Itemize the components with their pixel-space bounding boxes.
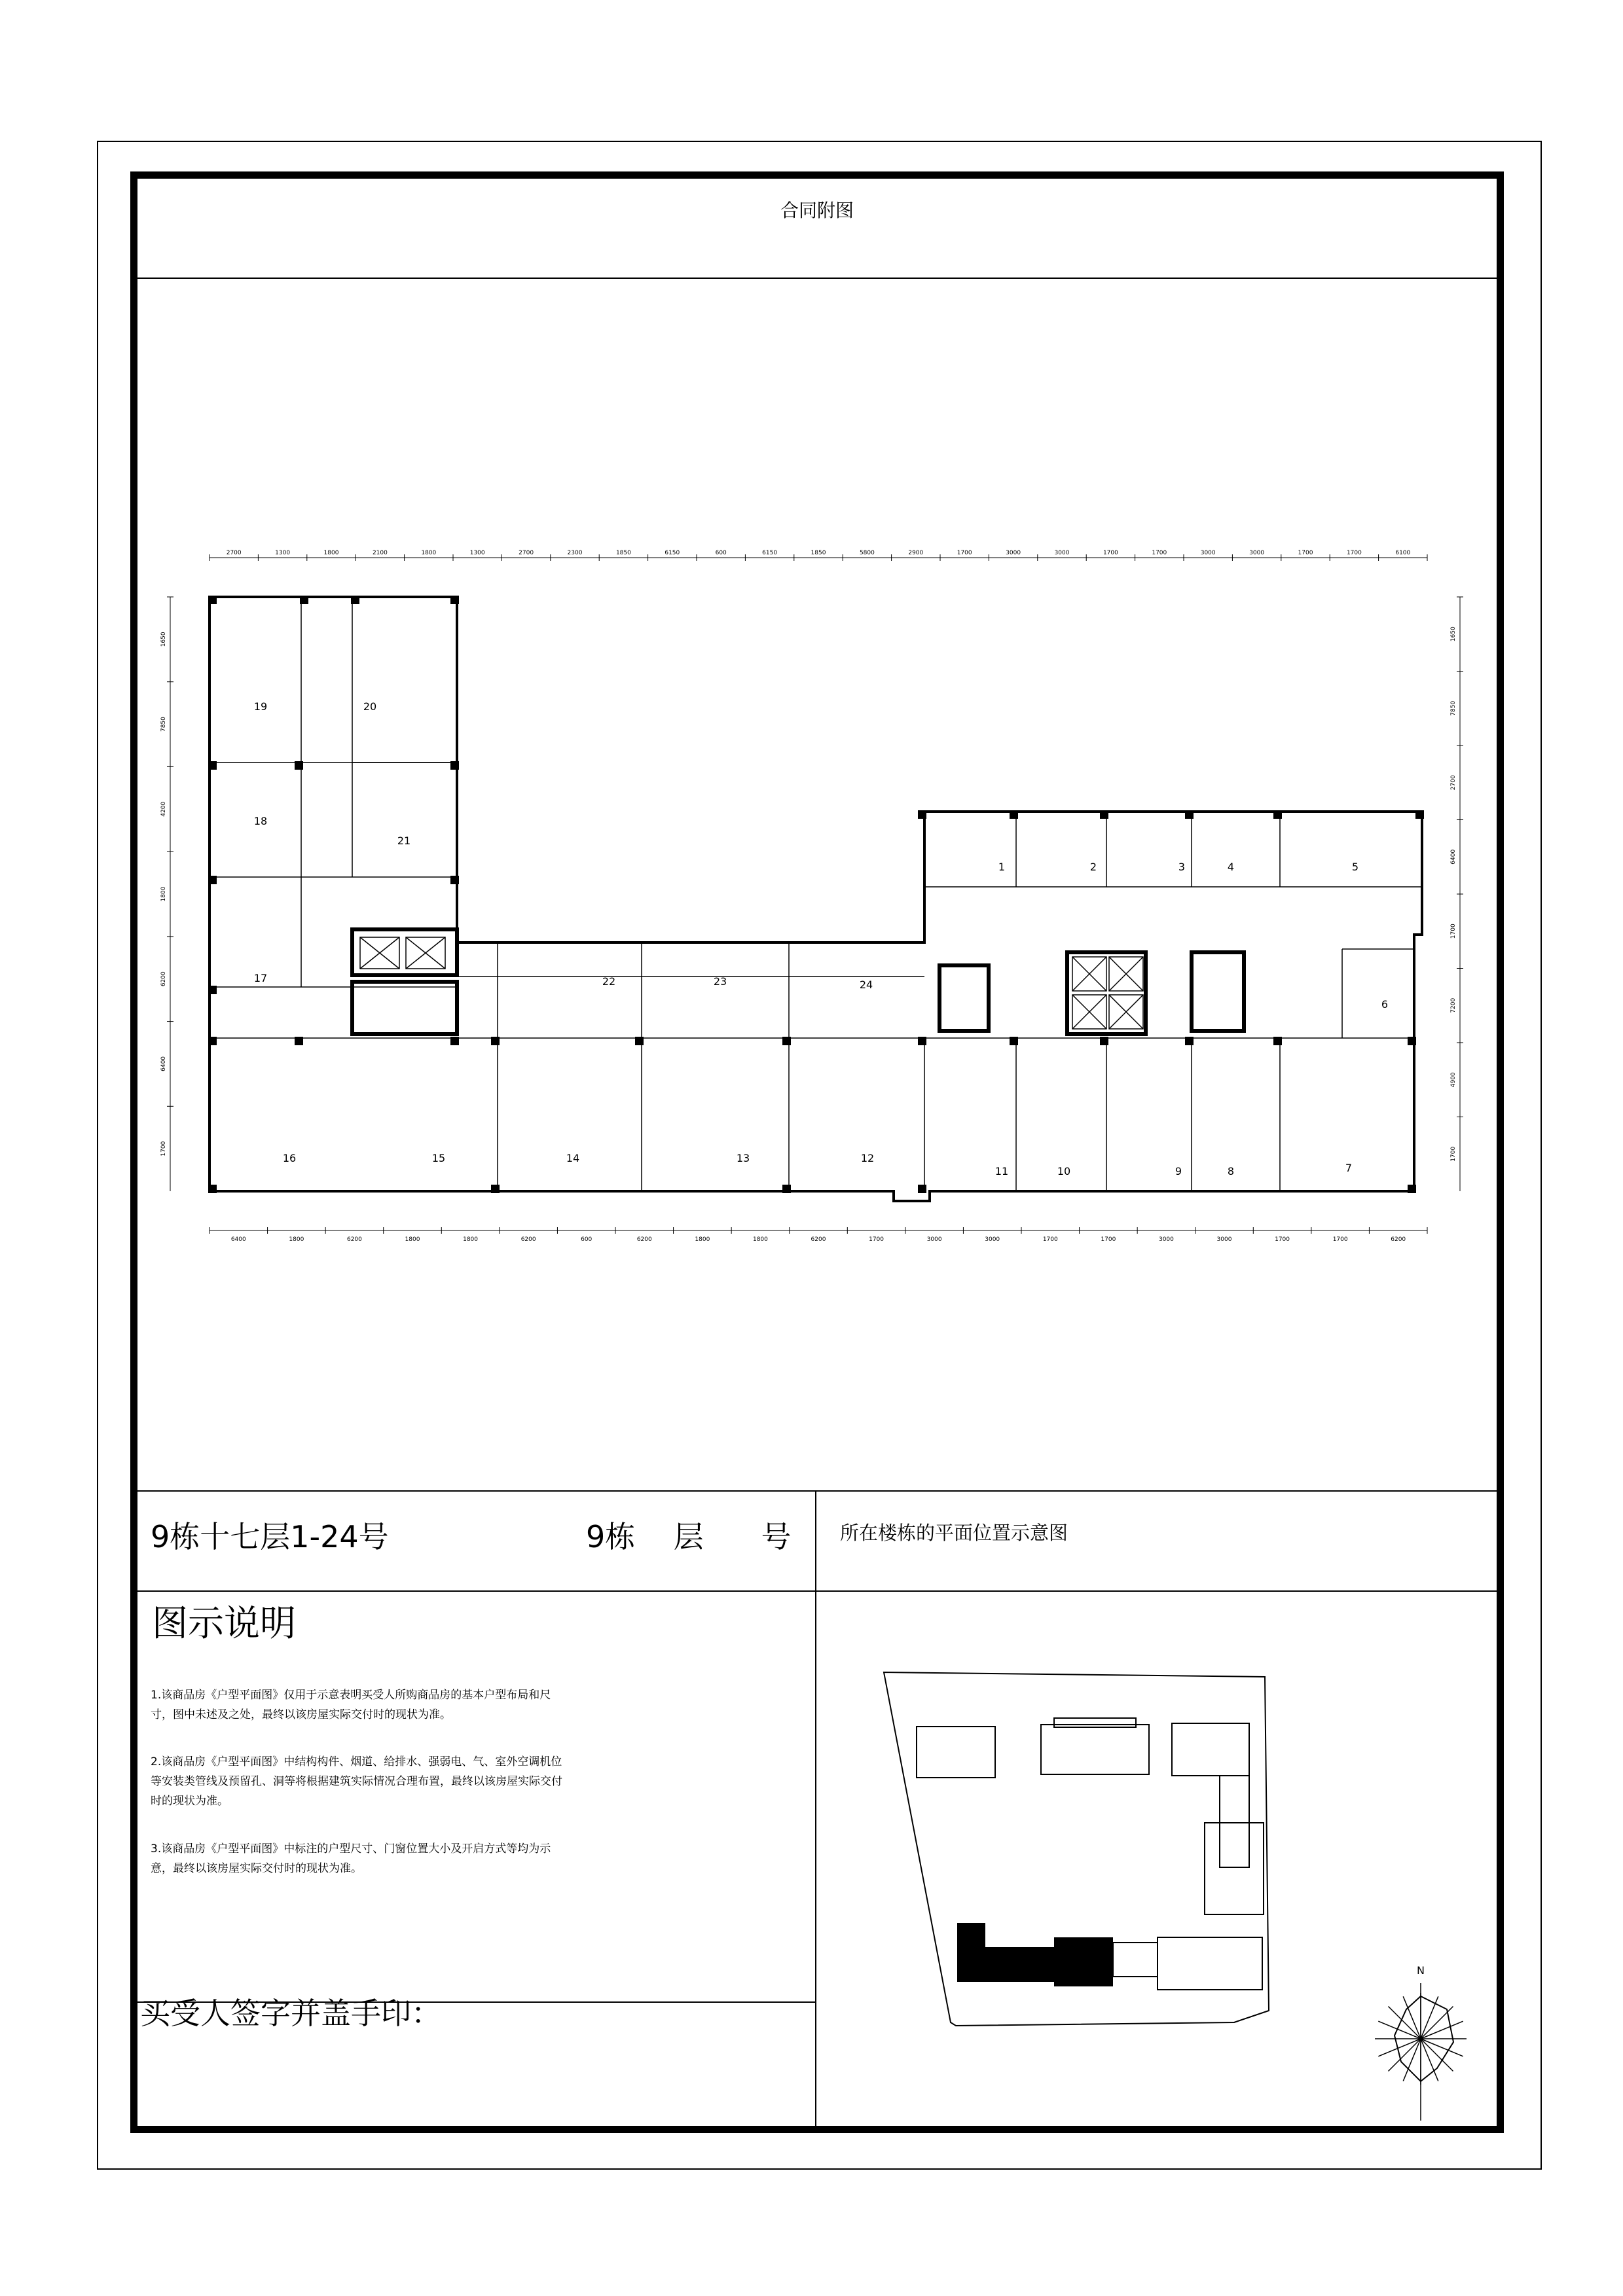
dimension-label: 1800: [405, 1236, 420, 1243]
dimension-label: 6150: [665, 550, 680, 556]
dimension-label: 3000: [926, 1236, 942, 1243]
room-number: 18: [253, 815, 268, 827]
dimension-label: 1800: [695, 1236, 710, 1243]
dimension-label: 1700: [1042, 1236, 1058, 1243]
dimension-label: 1700: [1101, 1236, 1116, 1243]
dimension-label: 3000: [1200, 550, 1216, 556]
dimension-label: 1650: [1450, 626, 1457, 642]
dimension-label: 1800: [421, 550, 437, 556]
unit-label: 9栋十七层1-24号: [151, 1519, 389, 1554]
room-number: 2: [1089, 861, 1097, 873]
info-top-divider: [137, 1490, 1497, 1492]
dimension-label: 4900: [1450, 1072, 1457, 1088]
dimension-label: 1700: [1275, 1236, 1290, 1243]
dimension-label: 3000: [1006, 550, 1021, 556]
core-block: [1192, 952, 1244, 1031]
room-number: 16: [282, 1152, 297, 1164]
room-number: 11: [994, 1165, 1009, 1177]
room-number: 19: [253, 700, 268, 713]
header-divider: [137, 278, 1497, 279]
dimension-label: 6400: [160, 1056, 167, 1071]
dimension-label: 1700: [869, 1236, 884, 1243]
dimension-label: 2100: [372, 550, 388, 556]
site-position-title: 所在楼栋的平面位置示意图: [840, 1522, 1068, 1544]
dimension-label: 6200: [811, 1236, 826, 1243]
room-number: 7: [1345, 1162, 1353, 1174]
unit-blank-label: 9栋 层 号: [586, 1519, 792, 1554]
dimension-label: 1700: [1332, 1236, 1348, 1243]
dimension-label: 3000: [985, 1236, 1000, 1243]
core-block: [939, 965, 989, 1031]
legend-title: 图示说明: [152, 1602, 297, 1644]
signature-label: 买受人签字并盖手印：: [140, 1996, 441, 2031]
site-building: [1220, 1776, 1249, 1867]
room-number: 21: [397, 834, 411, 847]
dimension-label: 600: [581, 1236, 593, 1243]
floor-plan: [144, 537, 1486, 1276]
dimension-label: 1650: [160, 632, 167, 647]
dimension-label: 2700: [226, 550, 242, 556]
dimension-label: 6200: [636, 1236, 652, 1243]
dimension-label: 3000: [1216, 1236, 1232, 1243]
dimension-label: 2700: [1450, 775, 1457, 791]
site-building: [1054, 1718, 1136, 1727]
dimension-label: 3000: [1054, 550, 1070, 556]
dimension-label: 2700: [519, 550, 534, 556]
room-number: 3: [1178, 861, 1186, 873]
dimension-label: 6150: [762, 550, 778, 556]
north-label: N: [1417, 1964, 1425, 1977]
dimension-label: 1700: [1346, 550, 1362, 556]
dimension-label: 1800: [160, 886, 167, 902]
dimension-label: 6400: [1450, 849, 1457, 865]
dimension-label: 7850: [160, 717, 167, 732]
site-building: [1158, 1937, 1262, 1990]
room-number: 6: [1381, 998, 1389, 1011]
dimension-label: 7200: [1450, 997, 1457, 1013]
dimension-label: 1800: [289, 1236, 304, 1243]
room-number: 20: [363, 700, 377, 713]
room-number: 15: [431, 1152, 446, 1164]
dimension-label: 6200: [1391, 1236, 1406, 1243]
room-number: 9: [1175, 1165, 1182, 1177]
dimension-label: 7850: [1450, 700, 1457, 716]
dimension-label: 5800: [859, 550, 875, 556]
dimension-label: 3000: [1249, 550, 1265, 556]
room-number: 17: [253, 972, 268, 984]
room-number: 10: [1057, 1165, 1071, 1177]
room-number: 23: [713, 975, 727, 988]
legend-note: 3.该商品房《户型平面图》中标注的户型尺寸、门窗位置大小及开启方式等均为示意，最终以该房屋实际交付时的现状为准。: [151, 1842, 551, 1875]
dimension-label: 1700: [1450, 924, 1457, 939]
room-number: 8: [1227, 1165, 1235, 1177]
room-number: 22: [602, 975, 616, 988]
room-number: 4: [1227, 861, 1235, 873]
dimension-label: 1800: [323, 550, 339, 556]
dimension-label: 2900: [908, 550, 924, 556]
dimension-label: 6200: [160, 971, 167, 987]
legend-note: 2.该商品房《户型平面图》中结构构件、烟道、给排水、强弱电、气、室外空调机位等安装类管线及预留孔、洞等将根据建筑实际情况合理布置，最终以该房屋实际交付时的现状为准。: [151, 1755, 562, 1808]
dimension-label: 600: [715, 550, 727, 556]
room-number: 14: [566, 1152, 580, 1164]
room-number: 1: [998, 861, 1006, 873]
dimension-label: 1800: [463, 1236, 479, 1243]
dimension-label: 1700: [957, 550, 972, 556]
site-building-9-highlight: [957, 1923, 1113, 1986]
dimension-label: 6100: [1395, 550, 1411, 556]
legend-note: 1.该商品房《户型平面图》仅用于示意表明买受人所购商品房的基本户型布局和尺寸，图中未述及之处，最终以该房屋实际交付时的现状为准。: [151, 1689, 551, 1721]
info-vertical-divider: [815, 1490, 816, 2126]
site-building: [1113, 1943, 1158, 1977]
room-number: 24: [859, 978, 873, 991]
dimension-label: 1700: [160, 1141, 167, 1157]
dimension-label: 1700: [1103, 550, 1118, 556]
site-building: [1041, 1725, 1149, 1774]
compass-rose-icon: [1375, 1957, 1467, 2127]
dimension-label: 6200: [346, 1236, 362, 1243]
dimension-label: 1300: [469, 550, 485, 556]
dimension-label: 1850: [615, 550, 631, 556]
page-title: 合同附图: [780, 200, 854, 221]
site-plan: [877, 1656, 1296, 2049]
dimension-label: 3000: [1158, 1236, 1174, 1243]
info-middle-divider: [137, 1590, 1497, 1592]
dimension-label: 1700: [1450, 1146, 1457, 1162]
dimension-label: 2300: [567, 550, 583, 556]
site-building: [1205, 1823, 1264, 1914]
site-building: [917, 1727, 995, 1778]
dimension-label: 4200: [160, 801, 167, 817]
dimension-label: 6400: [230, 1236, 246, 1243]
room-number: 12: [860, 1152, 875, 1164]
dimension-label: 6200: [520, 1236, 536, 1243]
site-building: [1172, 1723, 1249, 1776]
room-number: 5: [1351, 861, 1359, 873]
dimension-label: 1700: [1152, 550, 1167, 556]
core-block: [352, 982, 457, 1034]
dimension-label: 1700: [1298, 550, 1313, 556]
building-outline: [210, 597, 1422, 1201]
room-number: 13: [736, 1152, 750, 1164]
dimension-label: 1850: [811, 550, 826, 556]
dimension-label: 1300: [275, 550, 291, 556]
dimension-label: 1800: [752, 1236, 768, 1243]
